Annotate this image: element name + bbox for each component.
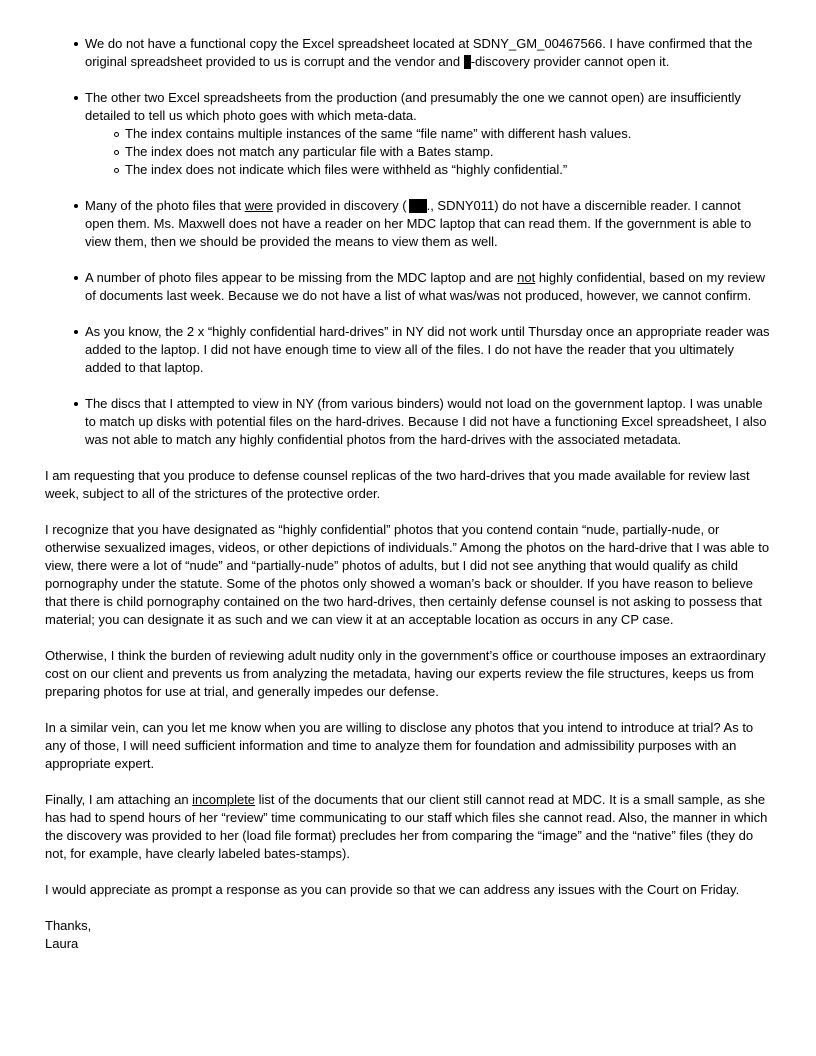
paragraph-request: I am requesting that you produce to defense counsel replicas of the two hard-drives that you made available for review last week, subject to all of the strictures of the protective order. xyxy=(45,468,750,501)
underlined-word: not xyxy=(517,270,536,285)
list-item xyxy=(85,89,772,179)
sub-list xyxy=(85,125,772,179)
paragraph-attachment xyxy=(45,791,772,863)
bullet-text-middle: provided in discovery ( xyxy=(272,198,407,213)
bullet-text: A number of photo files appear to be missing from the MDC laptop and are xyxy=(85,270,518,285)
paragraph-highly-confidential: I recognize that you have designated as “highly confidential” photos that you contend contain “nude, partially-nude, or otherwise sexualized images, videos, or other depictions of individuals.” Among the photos on the hard-drive that I was able to view, there were a lot of “nude” and “partially-nude” photos of adults, but I did not see anything that would qualify as child pornography under the statute. Some of the photos only showed a woman’s back or shoulder. If you have reason to believe that there is child pornography contained on the two hard-drives, then certainly defense counsel is not asking to possess that material; you can designate it as such and we can view it at an acceptable location as occurs in any CP case. xyxy=(45,522,770,627)
list-item xyxy=(85,35,772,71)
bullet-text: As you know, the 2 x “highly confidential hard-drives” in NY did not work until Thursday once an appropriate reader was added to the laptop. I did not have enough time to view all of the files. I do not have the reader that you ultimately added to that laptop. xyxy=(85,324,770,375)
list-item xyxy=(85,269,772,305)
paragraph-response-request: I would appreciate as prompt a response as you can provide so that we can address any issues with the Court on Friday. xyxy=(45,882,740,897)
list-item xyxy=(85,395,772,449)
paragraph-burden: Otherwise, I think the burden of reviewing adult nudity only in the government’s office or courthouse imposes an extraordinary cost on our client and prevents us from analyzing the metadata, having our experts review the file structures, keeps us from preparing photos for use at trial, and generally impedes our defense. xyxy=(45,648,766,699)
bullet-text: The discs that I attempted to view in NY (from various binders) would not load on the government laptop. I was unable to match up disks with potential files on the hard-drives. Because I did not have a functioning Excel spreadsheet, I also was not able to match any highly confidential photos from the hard-drives with the associated metadata. xyxy=(85,396,767,447)
list-item xyxy=(85,323,772,377)
sub-list-item: The index does not match any particular file with a Bates stamp. xyxy=(125,143,772,161)
list-item xyxy=(85,197,772,251)
bullet-text-cont: highly confidential, based on my review of documents last week. Because we do not have a list of what was/was not produced, however, we cannot confirm. xyxy=(85,270,765,303)
bullet-text: Many of the photo files that xyxy=(85,198,245,213)
underlined-word: were xyxy=(244,198,273,213)
issues-list xyxy=(45,35,772,449)
redaction-block xyxy=(409,199,427,213)
bullet-text-cont: -discovery provider cannot open it. xyxy=(470,54,670,69)
signature-name: Laura xyxy=(45,936,79,951)
redaction-block xyxy=(464,55,471,69)
bullet-text: The other two Excel spreadsheets from the production (and presumably the one we cannot open) are insufficiently detailed to tell us which photo goes with which meta-data. xyxy=(85,90,741,123)
paragraph-trial-photos: In a similar vein, can you let me know when you are willing to disclose any photos that you intend to introduce at trial? As to any of those, I will need sufficient information and time to analyze them for foundation and admissibility purposes with an appropriate expert. xyxy=(45,720,754,771)
bullet-text: We do not have a functional copy the Excel spreadsheet located at SDNY_GM_00467566. I have confirmed that the original spreadsheet provided to us is corrupt and the vendor and xyxy=(85,36,753,69)
signoff: Thanks, xyxy=(45,918,92,933)
sub-list-item: The index contains multiple instances of the same “file name” with different hash values. xyxy=(125,125,772,143)
underlined-word: incomplete xyxy=(192,792,256,807)
bullet-text-cont: ., SDNY011) do not have a discernible reader. I cannot open them. Ms. Maxwell does not have a reader on her MDC laptop that can read them. If the government is able to view them, then we should be provided the means to view them as well. xyxy=(85,198,752,249)
paragraph-text: Finally, I am attaching an xyxy=(45,792,193,807)
paragraph-text-cont: list of the documents that our client still cannot read at MDC. It is a small sample, as she has had to spend hours of her “review” time communicating to our staff which files she cannot read. Also, the manner in which the discovery was provided to her (load file format) precludes her from comparing the “image” and the “native” files (they do not, for example, have clearly labeled bates-stamps). xyxy=(45,792,768,861)
sub-list-item: The index does not indicate which files were withheld as “highly confidential.” xyxy=(125,161,772,179)
